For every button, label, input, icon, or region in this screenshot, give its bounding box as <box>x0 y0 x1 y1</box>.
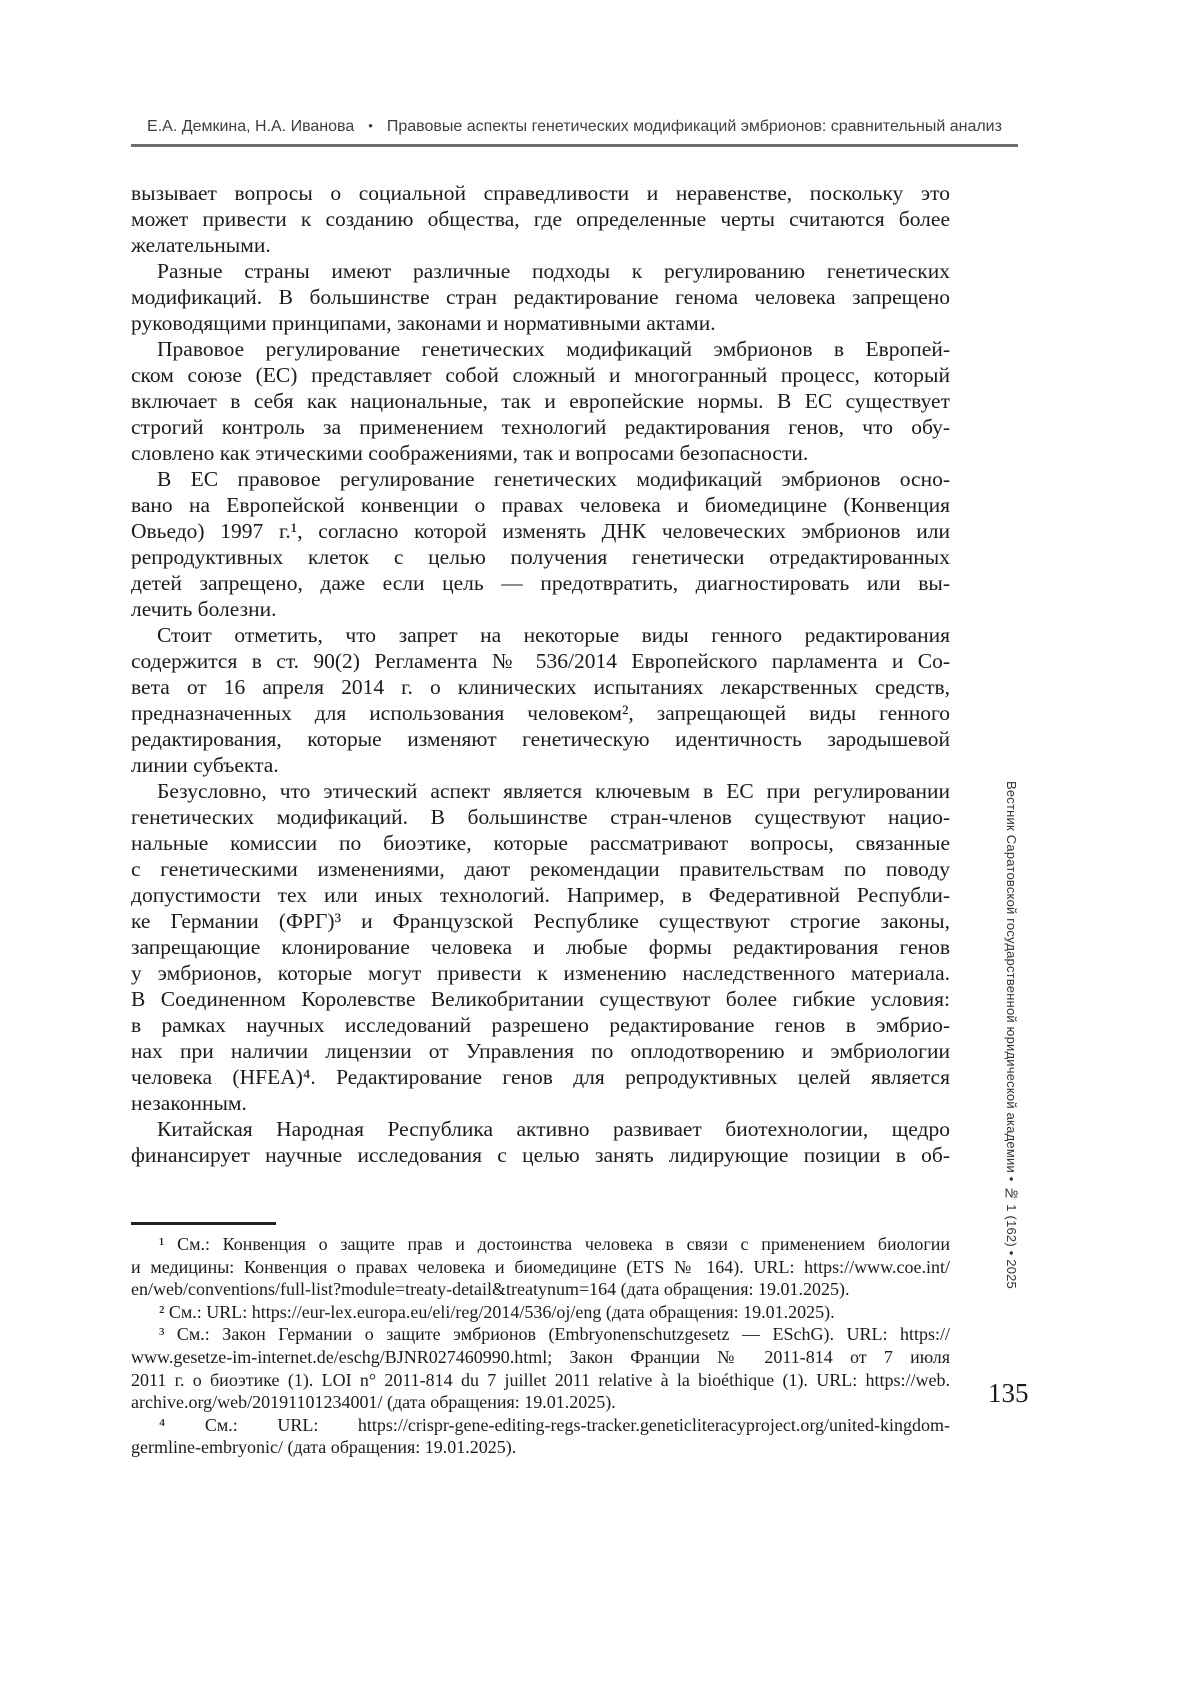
body-line: редактирования, которые изменяют генетическую идентичность зародышевой <box>131 727 950 751</box>
page-number: 135 <box>988 1378 1029 1408</box>
body-line: строгий контроль за применением технологий редактирования генов, что обу- <box>131 415 950 439</box>
body-line: Стоит отметить, что запрет на некоторые виды генного редактирования <box>157 623 950 647</box>
footnote-line: ⁴ См.: URL: https://crispr-gene-editing-regs-tracker.geneticliteracyproject.org/united-kingdom- <box>159 1414 950 1435</box>
body-line: детей запрещено, даже если цель — предотвратить, диагностировать или вы- <box>131 571 950 595</box>
body-line: лечить болезни. <box>131 597 277 621</box>
body-line: ке Германии (ФРГ)³ и Французской Республике существуют строгие законы, <box>131 909 950 933</box>
body-line: в рамках научных исследований разрешено редактирование генов в эмбрио- <box>131 1013 950 1037</box>
footnote-line: archive.org/web/20191101234001/ (дата обращения: 19.01.2025). <box>131 1392 616 1413</box>
journal-sidebar-caption: Вестник Саратовской государственной юридической академии • № 1 (162) • 2025 <box>1004 781 1019 1289</box>
footnote-line: 2011 г. о биоэтике (1). LOI n° 2011-814 du 7 juillet 2011 relative à la bioéthique (1). URL: https://web. <box>131 1369 950 1390</box>
body-line: вано на Европейской конвенции о правах человека и биомедицине (Конвенция <box>131 493 950 517</box>
footnotes <box>131 1233 950 1459</box>
body-line: у эмбрионов, которые могут привести к изменению наследственного материала. <box>131 961 950 985</box>
body-line: нальные комиссии по биоэтике, которые рассматривают вопросы, связанные <box>131 831 950 855</box>
body-line: включает в себя как национальные, так и европейские нормы. В ЕС существует <box>131 389 950 413</box>
body-line: с генетическими изменениями, дают рекомендации правительствам по поводу <box>131 857 950 881</box>
body-line: Овьедо) 1997 г.¹, согласно которой изменять ДНК человеческих эмбрионов или <box>131 519 950 543</box>
body-line: вета от 16 апреля 2014 г. о клинических испытаниях лекарственных средств, <box>131 675 950 699</box>
body-line: человека (HFEA)⁴. Редактирование генов для репродуктивных целей является <box>131 1065 950 1089</box>
header-rule <box>131 144 1018 147</box>
body-line: нах при наличии лицензии от Управления по оплодотворению и эмбриологии <box>131 1039 950 1063</box>
body-line: репродуктивных клеток с целью получения генетически отредактированных <box>131 545 950 569</box>
body-line: В ЕС правовое регулирование генетических модификаций эмбрионов осно- <box>157 467 950 491</box>
body-line: линии субъекта. <box>131 753 279 777</box>
footnote-line: ² См.: URL: https://eur-lex.europa.eu/eli/reg/2014/536/oj/eng (дата обращения: 19.01.2025). <box>159 1301 835 1322</box>
body-line: вызывает вопросы о социальной справедливости и неравенстве, поскольку это <box>131 181 950 205</box>
footnote-line: ³ См.: Закон Германии о защите эмбрионов (Embryonenschutzgesetz — ESchG). URL: https:// <box>159 1324 950 1345</box>
body-line: ском союзе (ЕС) представляет собой сложный и многогранный процесс, который <box>131 363 950 387</box>
footnote-line: en/web/conventions/full-list?module=treaty-detail&treatynum=164 (дата обращения: 19.01.2025). <box>131 1279 850 1300</box>
body-line: желательными. <box>131 233 271 257</box>
body-line: Правовое регулирование генетических модификаций эмбрионов в Европей- <box>157 337 950 361</box>
footnote-line: www.gesetze-im-internet.de/eschg/BJNR027460990.html; Закон Франции № 2011-814 от 7 июля <box>131 1346 950 1367</box>
footnote-line: ¹ См.: Конвенция о защите прав и достоинства человека в связи с применением биологии <box>159 1234 950 1254</box>
body-line: модификаций. В большинстве стран редактирование генома человека запрещено <box>131 285 950 309</box>
body-line: Безусловно, что этический аспект является ключевым в ЕС при регулировании <box>157 779 950 803</box>
body-line: финансирует научные исследования с целью занять лидирующие позиции в об- <box>131 1143 950 1167</box>
body-line: запрещающие клонирование человека и любые формы редактирования генов <box>131 935 950 959</box>
header-bullet: • <box>368 118 373 133</box>
header-article-title: Правовые аспекты генетических модификаций эмбрионов: сравнительный анализ <box>386 118 1002 135</box>
body-line: содержится в ст. 90(2) Регламента № 536/2014 Европейского парламента и Со- <box>131 649 950 673</box>
body-line: может привести к созданию общества, где определенные черты считаются более <box>131 207 950 231</box>
body-text <box>131 180 950 1168</box>
footnote-line: и медицины: Конвенция о правах человека и биомедицине (ETS № 164). URL: https://www.coe.int/ <box>131 1256 950 1277</box>
body-line: Китайская Народная Республика активно развивает биотехнологии, щедро <box>157 1117 950 1141</box>
body-line: допустимости тех или иных технологий. Например, в Федеративной Республи- <box>131 883 950 907</box>
footnote-line: germline-embryonic/ (дата обращения: 19.01.2025). <box>131 1437 517 1458</box>
body-line: генетических модификаций. В большинстве стран-членов существуют нацио- <box>131 805 950 829</box>
body-line: предназначенных для использования человеком², запрещающей виды генного <box>131 701 950 725</box>
body-line: В Соединенном Королевстве Великобритании существуют более гибкие условия: <box>131 987 950 1011</box>
body-line: руководящими принципами, законами и нормативными актами. <box>131 311 716 335</box>
footnote-separator <box>131 1222 276 1225</box>
header-authors: Е.А. Демкина, Н.А. Иванова <box>147 118 355 135</box>
body-line: Разные страны имеют различные подходы к регулированию генетических <box>157 259 950 283</box>
running-header <box>131 117 1018 137</box>
body-line: словлено как этическими соображениями, так и вопросами безопасности. <box>131 441 809 465</box>
body-line: незаконным. <box>131 1091 247 1115</box>
